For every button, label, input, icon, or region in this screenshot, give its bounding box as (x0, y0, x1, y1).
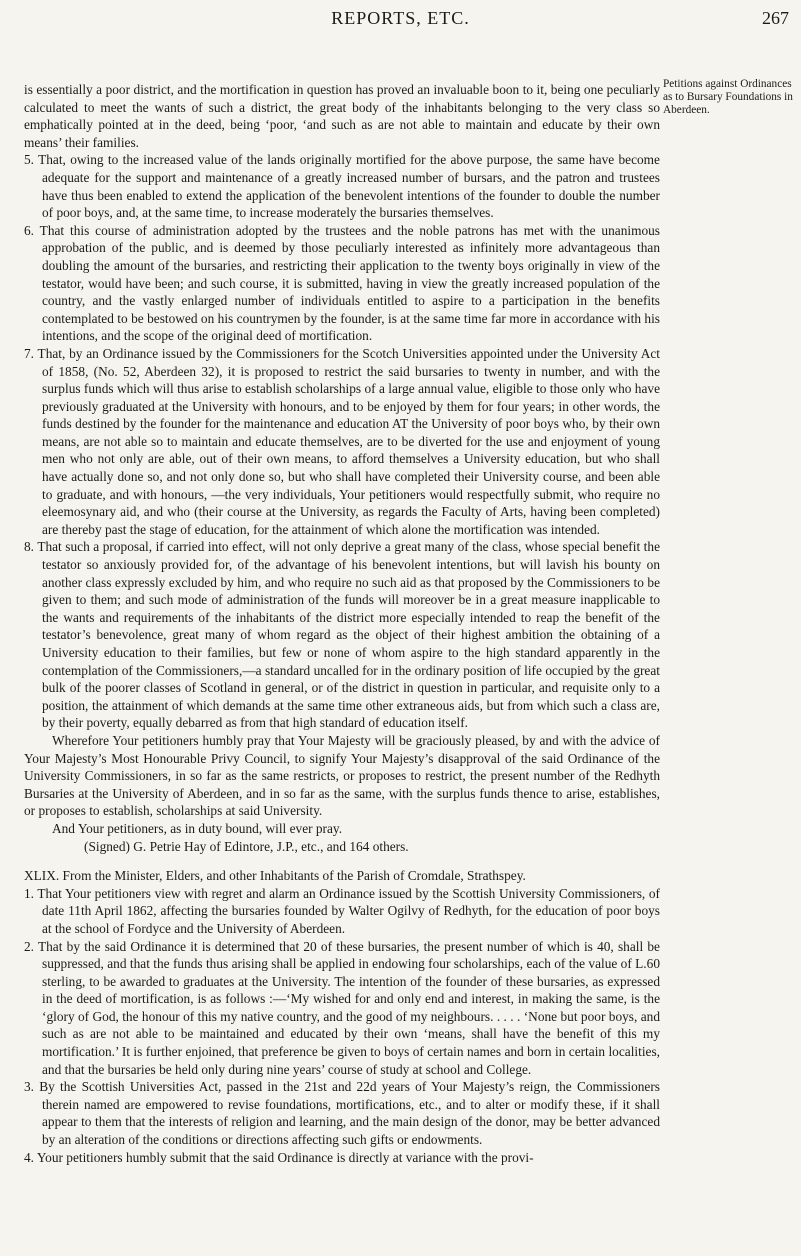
item-text: That such a proposal, if carried into effect, will not only deprive a great many of the class, whose special benefit the testator so anxiously provided for, of the advantage of his benevolent intentions, but will lavish his bounty on another class expressly excluded by him, and who require no such aid as that proposed by the Commissioners to be given to them; and such mode of administration of the funds will moreover be in a great measure inapplicable to the wants and requirements of the inhabitants of the district more especially intended to reap the benefit of the testator’s benevolence, great many of whom regard as the object of their highest ambition the obtaining of a University education to their families, but few or none of whom aspire to the high standard apparently in the contemplation of the Commissioners,—a standard uncalled for in the ordinary position of life occupied by the great bulk of the poorer classes of Scotland in general, or of the district in question in particular, and requisite only to a position, the attainment of which demands at the same time other extraneous aids, but from which such a class are, by their poverty, equally debarred as from that high standard of education itself. (37, 539, 660, 731)
item-text: That, owing to the increased value of the lands originally mortified for the above purpose, the same have become adequate for the support and maintenance of a greatly increased number of bursars, and the patron and trustees have thus been enabled to extend the application of the benevolent intentions of the founder to double the number of poor boys, and, at the same time, to increase moderately the bursaries themselves. (38, 152, 660, 221)
petition-item (24, 538, 660, 732)
margin-note: Petitions against Ordinances as to Bursary Foundations in Aberdeen. (663, 78, 793, 116)
item-number: 5. (24, 152, 35, 168)
item-text: That this course of administration adopted by the trustees and the noble patrons has met with the unanimous approbation of the public, and is deemed by those peculiarly interested as infinitely more advantageous than doubling the amount of the bursaries, and restricting their application to the twenty boys originally in view of the testator, would have been; and such course, it is submitted, having in view the greatly increased population of the country, and the vastly enlarged number of individuals entitled to aspire to a participation in the benefits contemplated to be bestowed on his countrymen by the founder, is at the same time far more in accordance with his intentions, and the scope of the original deed of mortification. (39, 222, 660, 344)
prayer-paragraph: Wherefore Your petitioners humbly pray that Your Majesty will be graciously pleased, by and with the advice of Your Majesty’s Most Honourable Privy Council, to signify Your Majesty’s disapproval of the said Ordinance of the University Commissioners, in so far as the same restricts, or proposes to restrict, the present number of the Redhyth Bursaries at the University of Aberdeen, and in so far as the same, with the surplus funds thence to arise, establishes, or proposes to establish, scholarships at said University. (24, 732, 660, 819)
item-number: 1. (24, 885, 35, 901)
item-number: 2. (24, 938, 35, 954)
section-item (24, 938, 660, 1079)
running-head: REPORTS, ETC. (331, 8, 470, 28)
continuation-paragraph: is essentially a poor district, and the mortification in question has proved an invaluable boon to it, being one peculiarly calculated to meet the wants of such a district, the great body of the inhabitants belonging to the very class so emphatically pointed at in the deed, being ‘poor, ‘and such as are not able to maintain and educate by their own means’ their families. (24, 82, 660, 150)
closing-line: And Your petitioners, as in duty bound, will ever pray. (52, 820, 343, 836)
item-text: That Your petitioners view with regret and alarm an Ordinance issued by the Scottish University Commissioners, of date 11th April 1862, affecting the bursaries founded by Walter Ogilvy of Redhyth, for the education of poor boys at the school of Fordyce and the University of Aberdeen. (37, 885, 660, 936)
item-number: 8. (24, 539, 35, 555)
item-text: By the Scottish Universities Act, passed in the 21st and 22d years of Your Majesty’s reign, the Commissioners therein named are empowered to revise foundations, mortifications, etc., and to alter or modify these, if it shall appear to them that the interests of religion and learning, and the main design of the donor, may be better advanced by an alteration of the conditions or directions affecting such gifts or endowments. (39, 1079, 660, 1148)
item-number: 3. (24, 1079, 35, 1095)
petition-item (24, 222, 660, 345)
item-number: 7. (24, 345, 35, 361)
body-text (24, 81, 660, 1166)
page-header (0, 8, 801, 32)
section-items (24, 885, 660, 1167)
item-number: 4. (24, 1149, 35, 1165)
section-item (24, 1149, 660, 1167)
page-number: 267 (762, 8, 789, 28)
petition-items (24, 151, 660, 732)
petition-item (24, 345, 660, 539)
petition-item (24, 151, 660, 221)
section-item (24, 1078, 660, 1148)
item-number: 6. (24, 222, 35, 238)
item-text: That, by an Ordinance issued by the Commissioners for the Scotch Universities appointed under the University Act of 1858, (No. 52, Aberdeen 32), it is proposed to restrict the said bursaries to twenty in number, and with the surplus funds which will thus arise to establish scholarships of a large annual value, eligible to those only who have previously graduated at the University with honours, and to be enjoyed by them for four years; in other words, the funds destined by the founder for the maintenance and education AT the University of poor boys who, by their own means, are not able so to maintain and educate themselves, are to be diverted for the use and enjoyment of young men who not only are able, out of their own means, to afford themselves a University education, but who shall have actually done so, and not only done so, but who shall have completed their University course, and been able to graduate, and with honours, —the very individuals, Your petitioners would respectfully submit, who require no eleemosynary aid, and who (their course at the University, as regards the Faculty of Arts, having been completed) are thereby past the stage of education, for the attainment of which alone the mortification was intended. (37, 345, 660, 537)
section-item (24, 885, 660, 938)
item-text: That by the said Ordinance it is determined that 20 of these bursaries, the present number of which is 40, shall be suppressed, and that the funds thus arising shall be applied in endowing four scholarships, each of the value of L.60 sterling, to be awarded to graduates at the University. The intention of the founder of these bursaries, as expressed in the deed of mortification, is as follows :—‘My wished for and only end and interest, in making the same, is the ‘glory of God, the honour of this my native country, and the good of my neighbours. . . . . ‘None but poor boys, and such as are not able to be maintained and educated by their own ‘means, shall have the benefit of this my mortification.’ It is further enjoined, that preference be given to boys of certain names and born in certain localities, and that the bursaries be held only during nine years’ course of study at school and College. (37, 938, 660, 1077)
section-heading: XLIX. From the Minister, Elders, and other Inhabitants of the Parish of Cromdale, Strathspey. (24, 868, 526, 884)
item-text: Your petitioners humbly submit that the said Ordinance is directly at variance with the provi- (36, 1149, 534, 1165)
signature-line: (Signed) G. Petrie Hay of Edintore, J.P., etc., and 164 others. (84, 838, 409, 854)
